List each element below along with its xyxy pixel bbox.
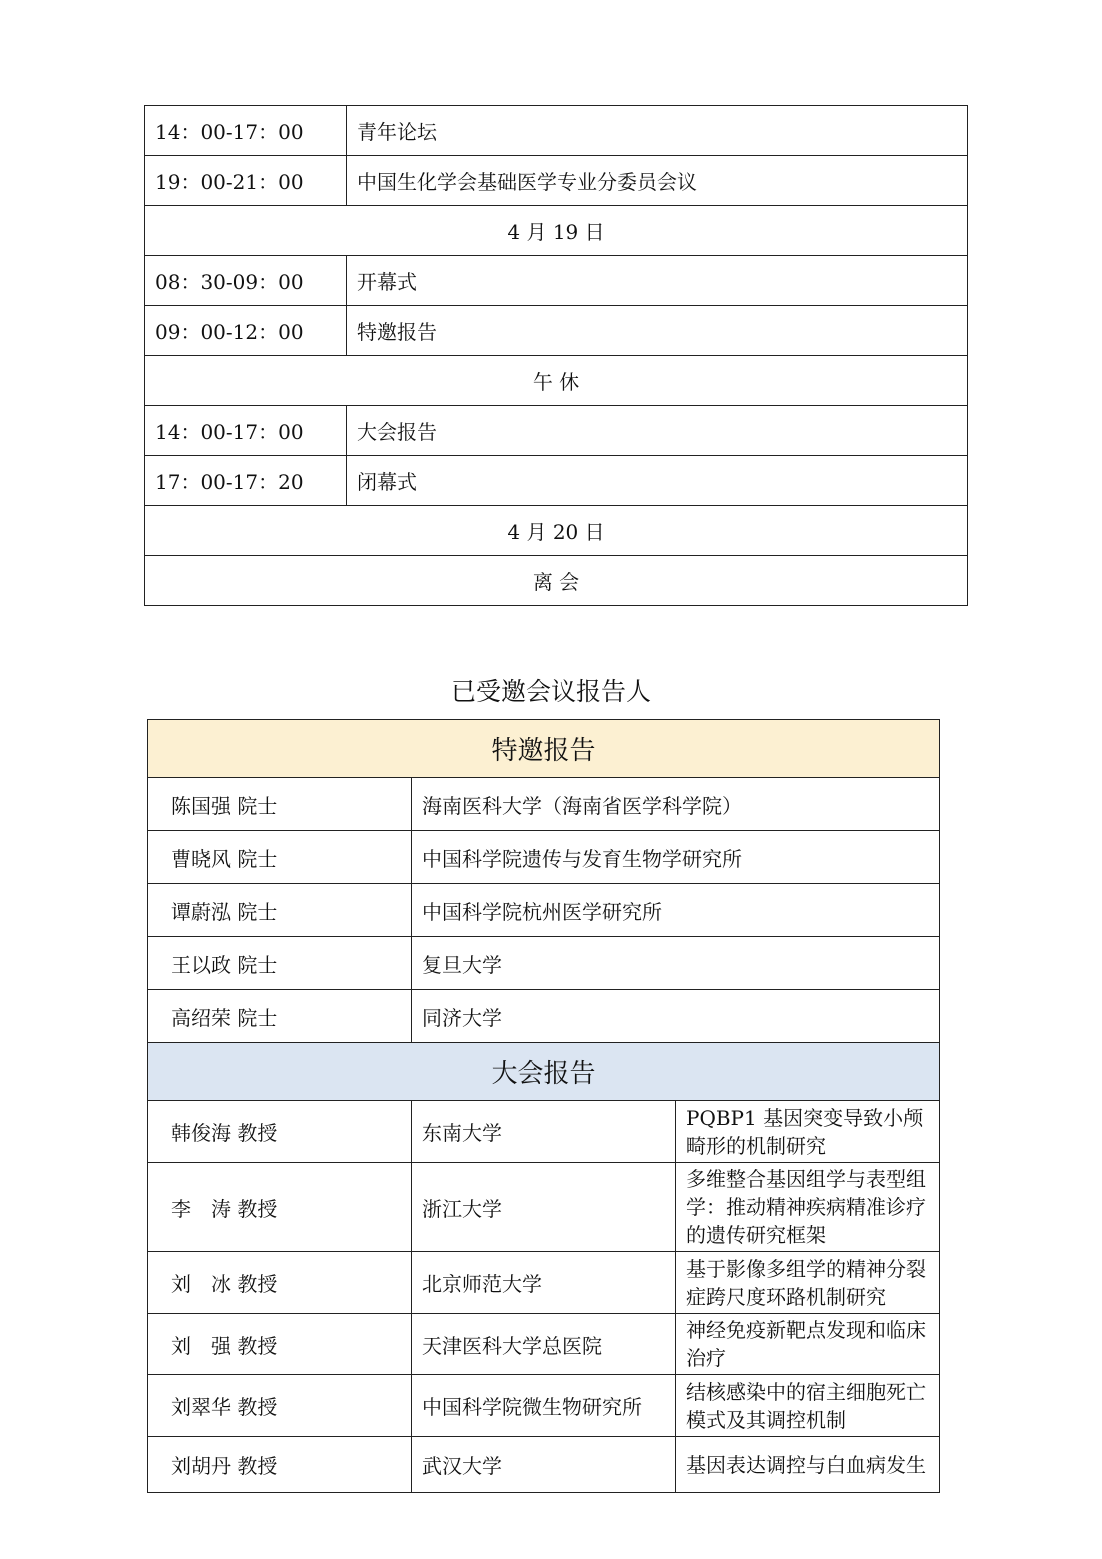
- schedule-header-cell: 离 会: [145, 556, 968, 606]
- speaker-name: 刘 冰 教授: [148, 1252, 412, 1314]
- schedule-event: 中国生化学会基础医学专业分委员会议: [347, 156, 968, 206]
- schedule-day-row: [145, 506, 968, 556]
- speaker-institution: 中国科学院遗传与发育生物学研究所: [412, 831, 940, 884]
- schedule-time: 08：30-09：00: [145, 256, 347, 306]
- schedule-row: [145, 256, 968, 306]
- schedule-time: 09：00-12：00: [145, 306, 347, 356]
- speaker-institution: 天津医科大学总医院: [412, 1314, 676, 1375]
- schedule-time: 14：00-17：00: [145, 406, 347, 456]
- special-speaker-row: [148, 831, 940, 884]
- speaker-topic: 基因表达调控与白血病发生: [676, 1437, 940, 1493]
- special-speaker-row: [148, 778, 940, 831]
- schedule-event: 闭幕式: [347, 456, 968, 506]
- speaker-name: 谭蔚泓 院士: [148, 884, 412, 937]
- special-heading: 特邀报告: [148, 720, 940, 778]
- schedule-time: 17：00-17：20: [145, 456, 347, 506]
- speaker-institution: 浙江大学: [412, 1163, 676, 1252]
- speaker-topic: PQBP1 基因突变导致小颅畸形的机制研究: [676, 1101, 940, 1163]
- plenary-speaker-row: [148, 1163, 940, 1252]
- schedule-event: 青年论坛: [347, 106, 968, 156]
- special-speaker-row: [148, 990, 940, 1043]
- schedule-day-row: [145, 206, 968, 256]
- speaker-name: 陈国强 院士: [148, 778, 412, 831]
- speaker-institution: 同济大学: [412, 990, 940, 1043]
- schedule-day-row: [145, 556, 968, 606]
- schedule-header-cell: 4 月 20 日: [145, 506, 968, 556]
- speaker-name: 刘胡丹 教授: [148, 1437, 412, 1493]
- schedule-row: [145, 456, 968, 506]
- speaker-name: 高绍荣 院士: [148, 990, 412, 1043]
- plenary-heading: 大会报告: [148, 1043, 940, 1101]
- speaker-institution: 中国科学院微生物研究所: [412, 1375, 676, 1437]
- speaker-institution: 复旦大学: [412, 937, 940, 990]
- invited-speakers-title: 已受邀会议报告人: [450, 677, 651, 706]
- speaker-institution: 武汉大学: [412, 1437, 676, 1493]
- speaker-name: 韩俊海 教授: [148, 1101, 412, 1163]
- speaker-institution: 东南大学: [412, 1101, 676, 1163]
- speaker-topic: 结核感染中的宿主细胞死亡模式及其调控机制: [676, 1375, 940, 1437]
- schedule-day-row: [145, 356, 968, 406]
- plenary-speaker-row: [148, 1375, 940, 1437]
- speakers-table: [147, 719, 940, 1493]
- speaker-name: 刘 强 教授: [148, 1314, 412, 1375]
- schedule-table: [144, 105, 968, 606]
- plenary-speaker-row: [148, 1437, 940, 1493]
- special-speaker-row: [148, 937, 940, 990]
- schedule-row: [145, 106, 968, 156]
- plenary-speaker-row: [148, 1252, 940, 1314]
- schedule-row: [145, 306, 968, 356]
- schedule-row: [145, 156, 968, 206]
- speaker-institution: 中国科学院杭州医学研究所: [412, 884, 940, 937]
- speaker-topic: 基于影像多组学的精神分裂症跨尺度环路机制研究: [676, 1252, 940, 1314]
- special-heading-row: [148, 720, 940, 778]
- speaker-name: 李 涛 教授: [148, 1163, 412, 1252]
- plenary-heading-row: [148, 1043, 940, 1101]
- schedule-time: 14：00-17：00: [145, 106, 347, 156]
- schedule-event: 大会报告: [347, 406, 968, 456]
- speaker-topic: 多维整合基因组学与表型组学：推动精神疾病精准诊疗的遗传研究框架: [676, 1163, 940, 1252]
- schedule-header-cell: 午 休: [145, 356, 968, 406]
- schedule-time: 19：00-21：00: [145, 156, 347, 206]
- speaker-institution: 北京师范大学: [412, 1252, 676, 1314]
- schedule-row: [145, 406, 968, 456]
- schedule-event: 特邀报告: [347, 306, 968, 356]
- plenary-speaker-row: [148, 1314, 940, 1375]
- schedule-event: 开幕式: [347, 256, 968, 306]
- schedule-header-cell: 4 月 19 日: [145, 206, 968, 256]
- speaker-institution: 海南医科大学（海南省医学科学院）: [412, 778, 940, 831]
- speaker-name: 曹晓风 院士: [148, 831, 412, 884]
- plenary-speaker-row: [148, 1101, 940, 1163]
- speaker-name: 刘翠华 教授: [148, 1375, 412, 1437]
- speaker-name: 王以政 院士: [148, 937, 412, 990]
- special-speaker-row: [148, 884, 940, 937]
- speaker-topic: 神经免疫新靶点发现和临床治疗: [676, 1314, 940, 1375]
